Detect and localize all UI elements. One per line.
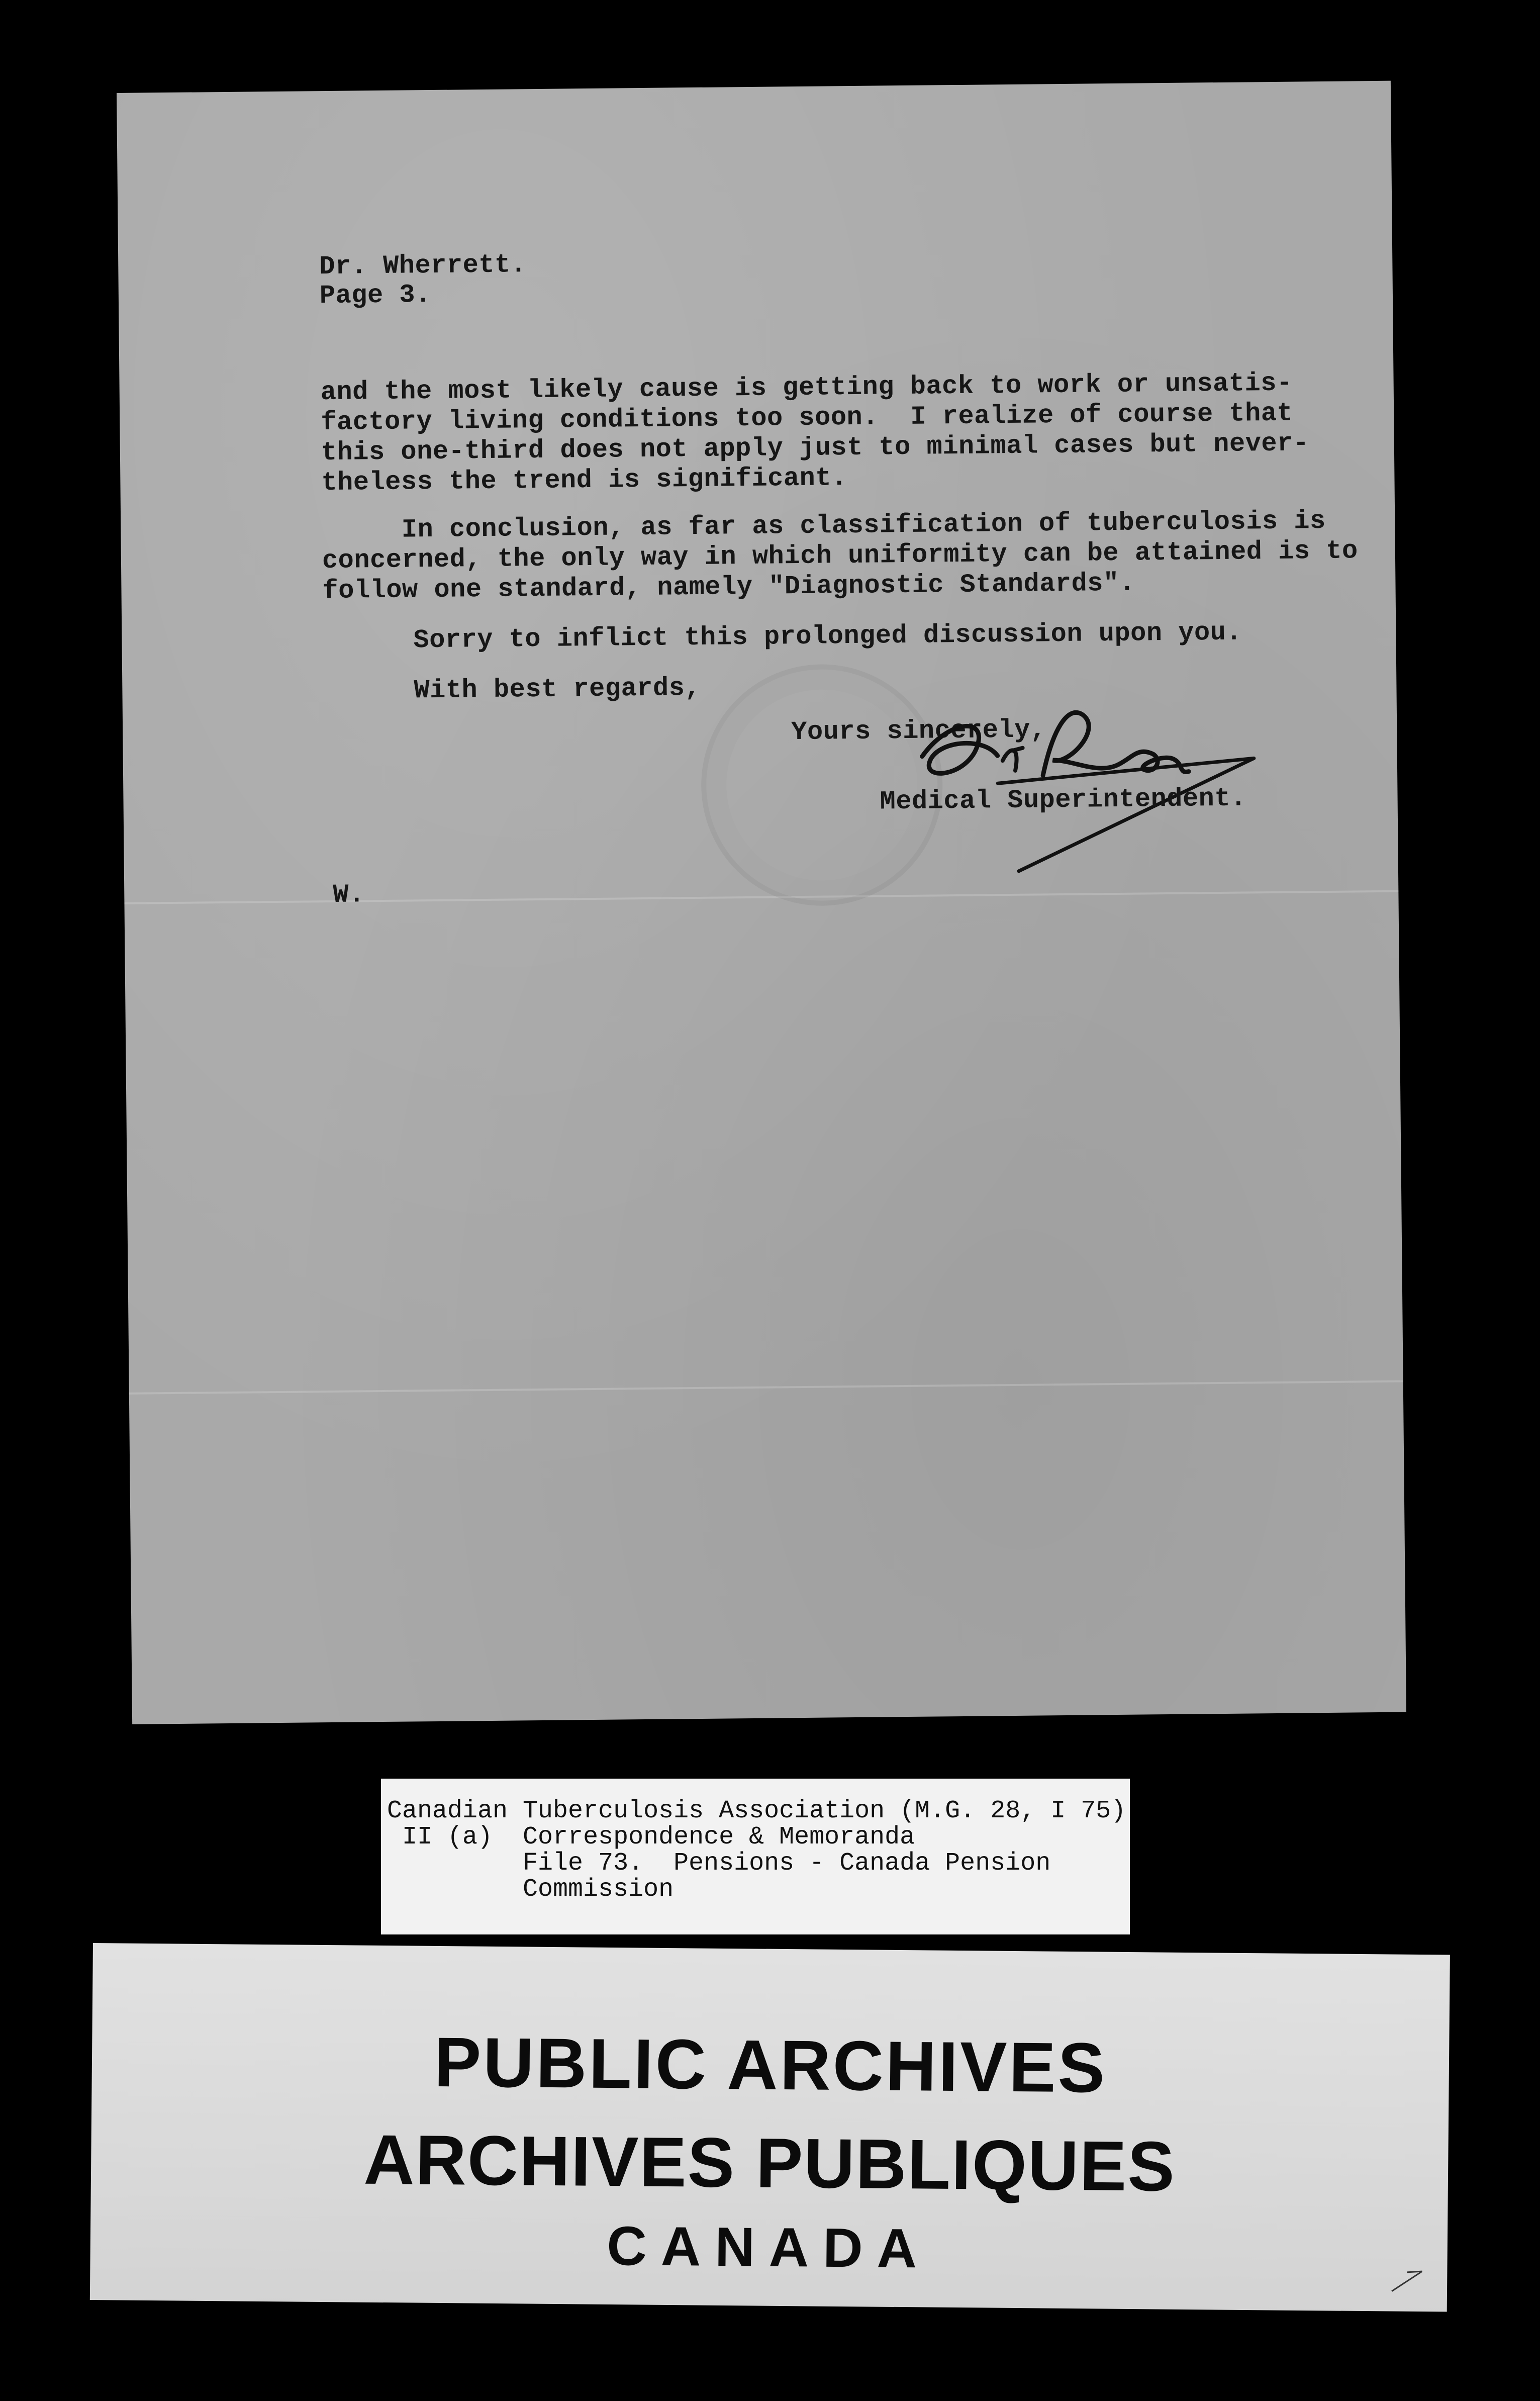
- archive-reference-tag: [381, 1779, 1130, 1934]
- body-line: concerned, the only way in which uniformity can be attained is to: [322, 536, 1358, 576]
- archive-country: CANADA: [606, 2214, 931, 2280]
- letter-page: [117, 81, 1406, 1724]
- recipient-name: Dr. Wherrett.: [319, 250, 527, 282]
- closing-phrase: Yours sincerely,: [791, 715, 1046, 748]
- reference-line: Commission: [387, 1875, 674, 1904]
- archive-title-english: PUBLIC ARCHIVES: [434, 2022, 1107, 2107]
- salutation-closing: With best regards,: [414, 673, 701, 706]
- body-line: Sorry to inflict this prolonged discussion upon you.: [413, 617, 1242, 656]
- body-line: theless the trend is significant.: [321, 463, 847, 498]
- reference-line: Canadian Tuberculosis Association (M.G. 28, I 75): [387, 1797, 1126, 1825]
- body-line: this one-third does not apply just to minimal cases but never-: [321, 428, 1309, 468]
- signatory-title: Medical Superintendent.: [880, 783, 1247, 817]
- reference-line: File 73. Pensions - Canada Pension: [387, 1849, 1051, 1878]
- body-line: factory living conditions too soon. I realize of course that: [321, 398, 1293, 438]
- body-line: and the most likely cause is getting back to work or unsatis-: [320, 368, 1293, 408]
- body-line: follow one standard, namely "Diagnostic Standards".: [322, 568, 1135, 606]
- archive-title-french: ARCHIVES PUBLIQUES: [363, 2119, 1176, 2206]
- pencil-mark-icon: [1387, 2266, 1427, 2296]
- fold-crease: [129, 1380, 1403, 1395]
- body-line: In conclusion, as far as classification of tuberculosis is: [322, 506, 1326, 546]
- page-number: Page 3.: [319, 280, 432, 311]
- typist-initials: W.: [333, 880, 365, 910]
- reference-line: II (a) Correspondence & Memoranda: [387, 1823, 915, 1852]
- public-archives-label: [90, 1943, 1450, 2312]
